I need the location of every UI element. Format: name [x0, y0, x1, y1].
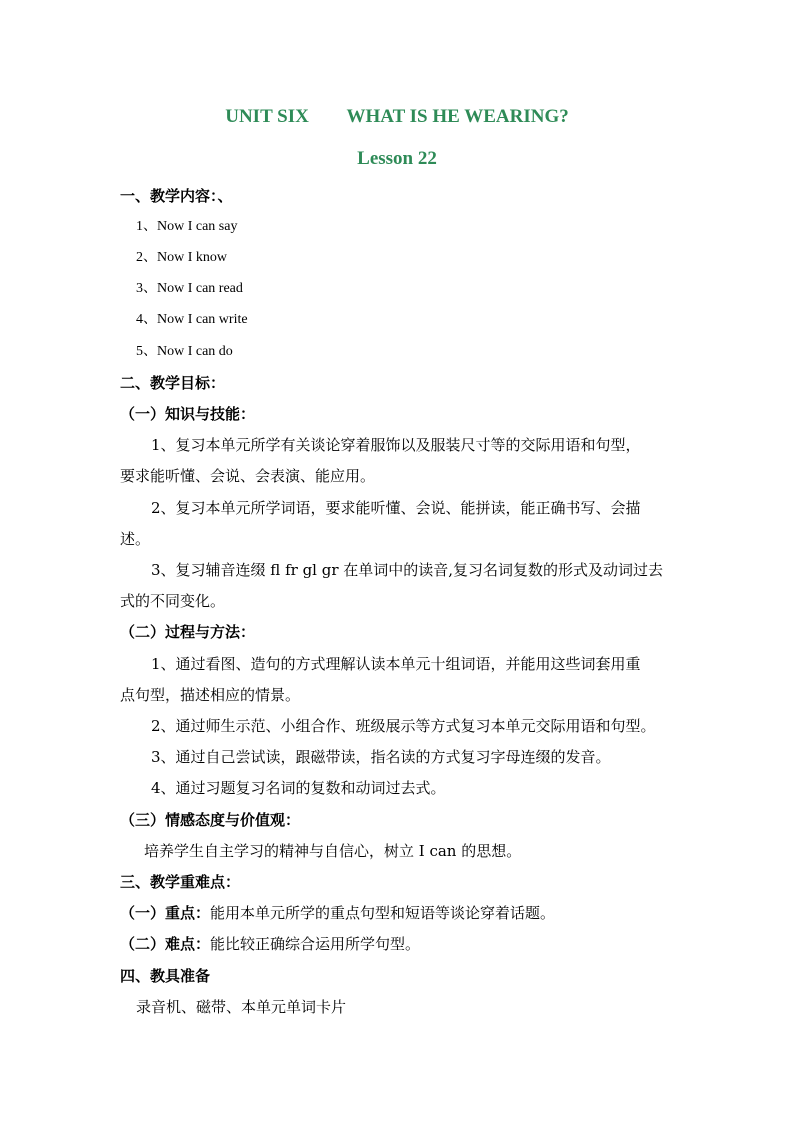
paragraph: 1、复习本单元所学有关谈论穿着服饰以及服装尺寸等的交际用语和句型， [151, 436, 641, 454]
paragraph: 2、通过师生示范、小组合作、班级展示等方式复习本单元交际用语和句型。 [151, 717, 656, 735]
key-point-label: （一）重点： [120, 904, 211, 922]
difficulty-label: （二）难点： [120, 935, 211, 953]
materials-text: 录音机、磁带、本单元单词卡片 [136, 998, 347, 1016]
key-point-line [120, 903, 555, 923]
paragraph: 3、复习辅音连缀 fl fr gl gr 在单词中的读音,复习名词复数的形式及动词过去 [151, 561, 664, 579]
lesson-title: Lesson 22 [357, 148, 437, 169]
key-point-text: 能用本单元所学的重点句型和短语等谈论穿着话题。 [210, 904, 556, 922]
unit-title: UNIT SIX WHAT IS HE WEARING? [225, 106, 569, 127]
sub2-heading: （二）过程与方法： [120, 623, 256, 641]
difficulty-line [120, 934, 420, 954]
section4-heading: 四、教具准备 [120, 967, 211, 985]
paragraph: 述。 [120, 530, 151, 548]
sub1-heading: （一）知识与技能： [120, 405, 256, 423]
difficulty-text: 能比较正确综合运用所学句型。 [210, 935, 421, 953]
sub3-heading: （三）情感态度与价值观： [120, 811, 301, 829]
paragraph: 3、通过自己尝试读，跟磁带读，指名读的方式复习字母连缀的发音。 [151, 748, 611, 766]
paragraph: 4、通过习题复习名词的复数和动词过去式。 [151, 779, 446, 797]
content-item: 2、Now I know [136, 250, 227, 265]
section2-heading: 二、教学目标： [120, 374, 226, 392]
paragraph: 点句型，描述相应的情景。 [120, 686, 301, 704]
content-item: 4、Now I can write [136, 312, 248, 327]
content-item: 1、Now I can say [136, 219, 238, 234]
paragraph: 培养学生自主学习的精神与自信心，树立 I can 的思想。 [144, 842, 522, 860]
paragraph: 式的不同变化。 [120, 592, 226, 610]
section3-heading: 三、教学重难点： [120, 873, 241, 891]
paragraph: 2、复习本单元所学词语，要求能听懂、会说、能拼读，能正确书写、会描 [151, 499, 641, 517]
content-item: 5、Now I can do [136, 344, 233, 359]
paragraph: 1、通过看图、造句的方式理解认读本单元十组词语，并能用这些词套用重 [151, 655, 641, 673]
content-item: 3、Now I can read [136, 281, 243, 296]
paragraph: 要求能听懂、会说、会表演、能应用。 [120, 467, 376, 485]
section1-heading: 一、教学内容：、 [120, 187, 233, 205]
